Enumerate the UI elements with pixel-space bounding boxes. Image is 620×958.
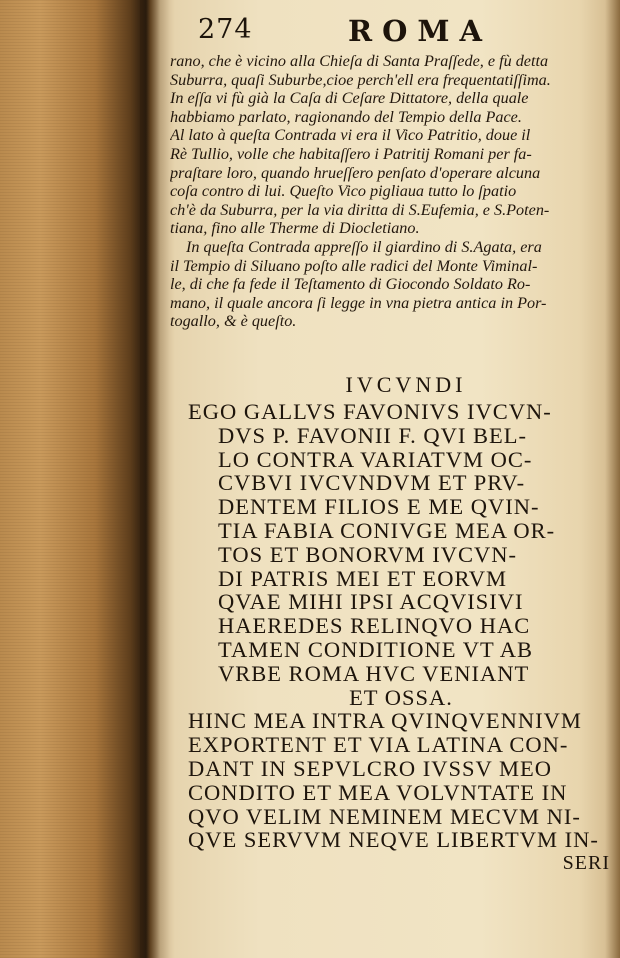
inscription-line: TIA FABIA CONIVGE MEA OR- xyxy=(218,518,556,543)
inscription-line: QVO VELIM NEMINEM MECVM NI- xyxy=(188,804,581,829)
inscription-line: QVAE MIHI IPSI ACQVISIVI xyxy=(218,590,524,615)
page-fore-edge xyxy=(0,0,130,958)
prose-line: Rè Tullio, volle che habitaſſero i Patritij Romani per fa- xyxy=(170,144,532,163)
inscription-line: DENTEM FILIOS E ME QVIN- xyxy=(218,495,540,519)
inscription-line: EXPORTENT ET VIA LATINA CON- xyxy=(188,733,569,757)
inscription-line: TAMEN CONDITIONE VT AB xyxy=(218,637,533,662)
inscription-line: DVS P. FAVONII F. QVI BEL- xyxy=(218,423,528,448)
inscription-heading: IVCVNDI xyxy=(345,372,467,397)
inscription-line: TOS ET BONORVM IVCVN- xyxy=(218,542,518,567)
book-page xyxy=(158,6,614,952)
inscription-line: QVE SERVVM NEQVE LIBERTVM IN- xyxy=(188,828,599,853)
prose-text xyxy=(170,52,614,331)
running-title: ROMA xyxy=(348,14,492,48)
prose-line: il Tempio di Siluano poſto alle radici del Monte Viminal- xyxy=(170,256,538,275)
page-header xyxy=(198,14,618,50)
prose-line: In queſta Contrada appreſſo il giardino di S.Agata, era xyxy=(186,237,542,256)
prose-line: mano, il quale ancora ſi legge in vna pietra antica in Por- xyxy=(170,293,547,312)
inscription-line: EGO GALLVS FAVONIVS IVCVN- xyxy=(188,400,552,424)
prose-line: ch'è da Suburra, per la via diritta di S.Eufemia, e S.Poten- xyxy=(170,200,550,219)
inscription-line: CONDITO ET MEA VOLVNTATE IN xyxy=(188,780,568,805)
inscription-line: VRBE ROMA HVC VENIANT xyxy=(218,661,530,686)
prose-line: praſtare loro, quando hrueſſero penſato d'operare alcuna xyxy=(170,163,541,182)
inscription-line: CVBVI IVCVNDVM ET PRV- xyxy=(218,471,526,496)
prose-line: togallo, & è queſto. xyxy=(170,312,297,331)
page-number: 274 xyxy=(198,14,253,45)
inscription-line: ET OSSA. xyxy=(349,685,453,710)
inscription-line: SERI xyxy=(562,852,610,875)
inscription-line: DANT IN SEPVLCRO IVSSV MEO xyxy=(188,756,552,781)
inscription-line: LO CONTRA VARIATVM OC- xyxy=(218,447,533,472)
prose-line: In eſſa vi fù già la Caſa di Ceſare Dittatore, della quale xyxy=(170,89,529,108)
prose-line: tiana, fino alle Therme di Diocletiano. xyxy=(170,219,420,238)
inscription-line: DI PATRIS MEI ET EORVM xyxy=(218,566,507,591)
prose-line: Suburra, quaſi Suburbe,cioe perch'ell era frequentatiſſima. xyxy=(170,70,551,89)
prose-line: Al lato à queſta Contrada vi era il Vico Patritio, doue il xyxy=(170,126,531,145)
latin-inscription xyxy=(188,372,614,876)
inscription-line: HAEREDES RELINQVO HAC xyxy=(218,614,531,638)
prose-line: habbiamo parlato, ragionando del Tempio della Pace. xyxy=(170,107,522,126)
inscription-line: HINC MEA INTRA QVINQVENNIVM xyxy=(188,709,582,734)
prose-line: le, di che fa fede il Teſtamento di Giocondo Soldato Ro- xyxy=(170,275,531,294)
prose-line: coſa contro di lui. Queſto Vico pigliaua tutto lo ſpatio xyxy=(170,182,517,201)
prose-line: rano, che è vicino alla Chieſa di Santa Praſſede, e fù detta xyxy=(170,52,549,70)
